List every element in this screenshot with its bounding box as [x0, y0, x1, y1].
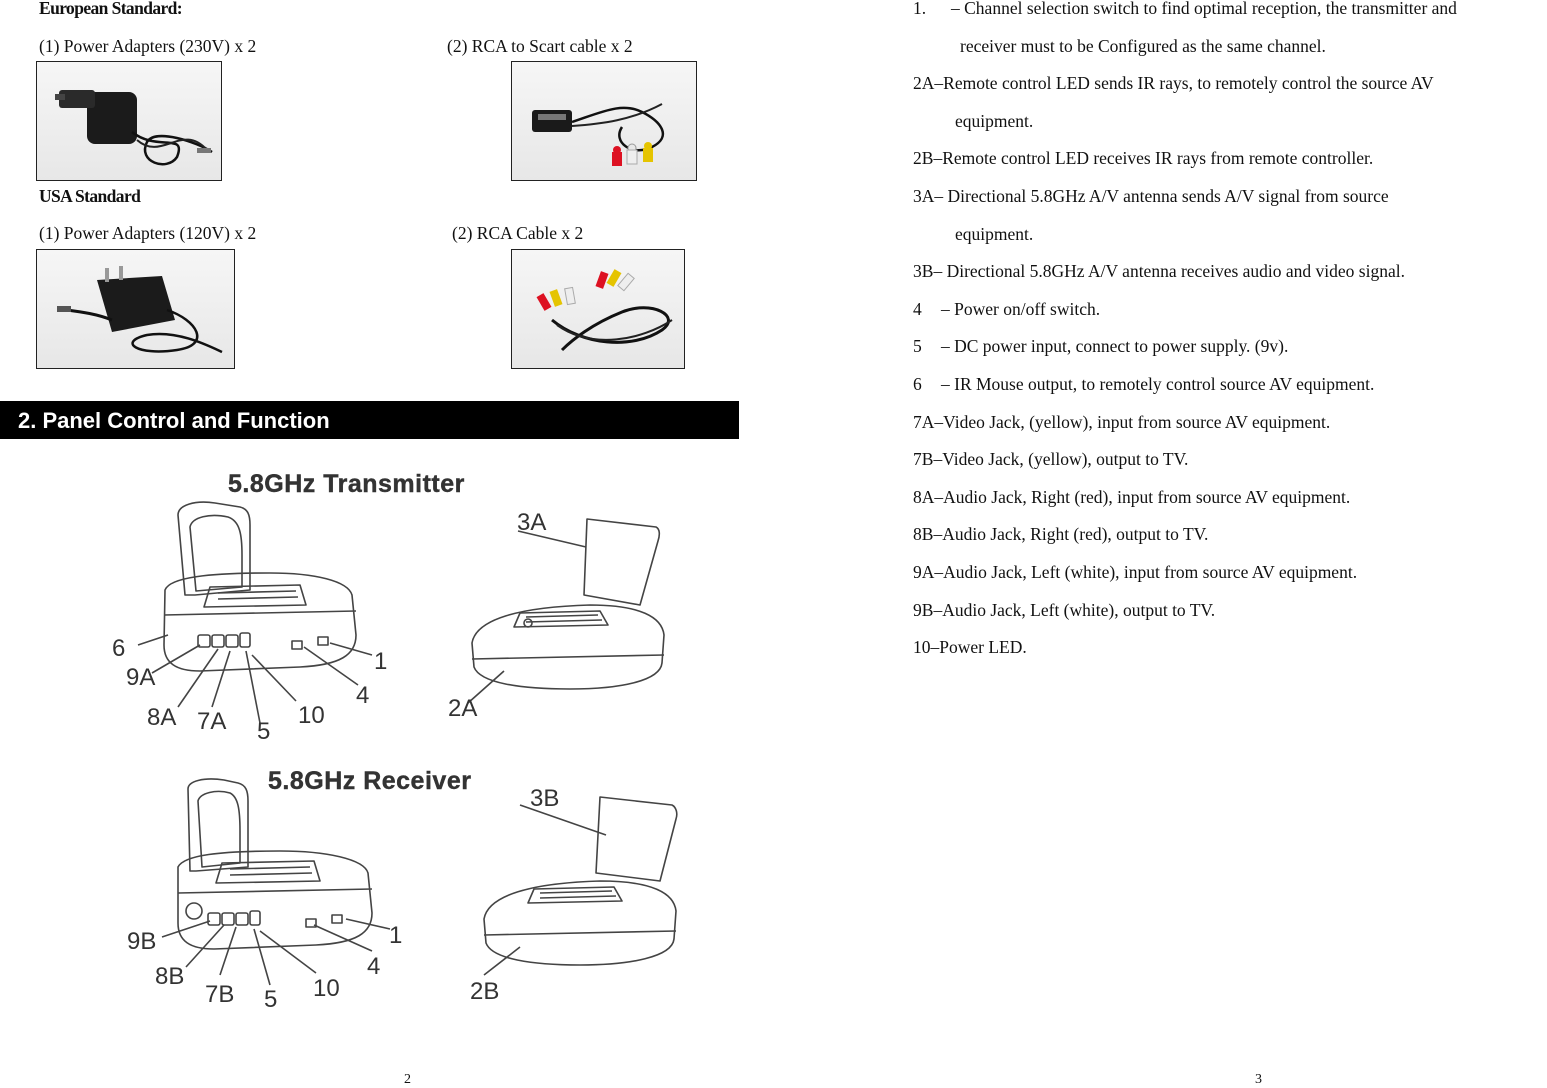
callout-2b: 2B: [470, 978, 500, 1005]
power-adapter-image: [37, 250, 234, 368]
callout-4-rx: 4: [367, 953, 381, 980]
function-item-number: 3A: [913, 186, 935, 206]
transmitter-title: 5.8GHz Transmitter: [228, 470, 465, 498]
function-item-text: –Audio Jack, Left (white), input from source AV equipment.: [934, 562, 1358, 582]
callout-5-rx: 5: [264, 986, 278, 1013]
function-item-text: –Video Jack, (yellow), output to TV.: [933, 449, 1189, 470]
function-item: [913, 73, 1434, 93]
function-item-text: –Remote control LED receives IR rays from remote controller.: [933, 148, 1374, 169]
eu-power-adapter-label: (1) Power Adapters (230V) x 2: [39, 36, 257, 56]
eu-scart-cable-label: (2) RCA to Scart cable x 2: [447, 36, 633, 56]
function-item-text: – DC power input, connect to power supply. (9v).: [941, 336, 1289, 357]
callout-1-tx: 1: [374, 648, 388, 675]
function-item-text: –Audio Jack, Right (red), output to TV.: [933, 524, 1209, 545]
function-item-continuation: equipment.: [955, 223, 1034, 244]
function-item: [913, 637, 1027, 657]
function-item-text: –Audio Jack, Right (red), input from source AV equipment.: [934, 486, 1351, 507]
function-item-number: 6: [913, 374, 922, 394]
rca-cable-photo: [511, 249, 685, 369]
rca-cable-image: [512, 250, 684, 368]
function-item-number: 3B: [913, 261, 934, 282]
callout-8a: 8A: [147, 704, 177, 731]
function-item-text: – IR Mouse output, to remotely control source AV equipment.: [941, 374, 1375, 394]
function-item-number: 1.: [913, 0, 927, 18]
us-power-adapter-label: (1) Power Adapters (120V) x 2: [39, 223, 257, 243]
rca-scart-cable-photo: [511, 61, 697, 181]
function-item-continuation: receiver must to be Configured as the same channel.: [960, 35, 1326, 56]
function-item-number: 10: [913, 637, 931, 658]
function-item-number: 7B: [913, 449, 934, 470]
callout-6: 6: [112, 635, 126, 662]
transmitter-diagram: [100, 495, 700, 755]
callout-3a: 3A: [517, 509, 547, 536]
function-item: [913, 299, 1100, 319]
callout-2a: 2A: [448, 695, 478, 722]
function-item-number: 9B: [913, 599, 934, 620]
european-standard-heading: European Standard:: [39, 0, 183, 18]
function-item: [913, 600, 1215, 620]
function-item-number: 4: [913, 298, 922, 319]
function-item-text: – Directional 5.8GHz A/V antenna sends A/V signal from source: [934, 186, 1389, 206]
callout-7a: 7A: [197, 708, 227, 735]
callout-8b: 8B: [155, 963, 185, 990]
callout-4-tx: 4: [356, 682, 370, 709]
function-item-text: –Audio Jack, Left (white), output to TV.: [933, 599, 1216, 620]
receiver-title: 5.8GHz Receiver: [268, 767, 472, 795]
function-item: [913, 487, 1350, 507]
function-item-number: 8A: [913, 486, 935, 507]
page-number-left: 2: [404, 1072, 411, 1087]
callout-5-tx: 5: [257, 718, 271, 745]
function-item: [913, 562, 1357, 582]
function-item: [913, 186, 1389, 206]
callout-10-rx: 10: [313, 975, 340, 1002]
function-item: [913, 0, 1457, 18]
section-heading-panel-control: 2. Panel Control and Function: [0, 401, 739, 439]
function-item-text: –Video Jack, (yellow), input from source AV equipment.: [934, 411, 1331, 432]
callout-3b: 3B: [530, 785, 560, 812]
callout-10-tx: 10: [298, 702, 325, 729]
eu-power-adapter-photo: [36, 61, 222, 181]
power-adapter-image: [37, 62, 221, 180]
page-number-right: 3: [1255, 1072, 1262, 1087]
us-rca-cable-label: (2) RCA Cable x 2: [452, 223, 584, 243]
function-item-number: 7A: [913, 411, 935, 432]
receiver-diagram: [100, 775, 700, 1025]
scart-cable-image: [512, 62, 696, 180]
function-item: [913, 148, 1373, 168]
function-item-continuation: equipment.: [955, 110, 1034, 131]
callout-7b: 7B: [205, 981, 235, 1008]
callout-1-rx: 1: [389, 922, 403, 949]
function-item: [913, 336, 1288, 356]
callout-9b: 9B: [127, 928, 157, 955]
function-item: [913, 524, 1208, 544]
usa-standard-heading: USA Standard: [39, 186, 141, 206]
function-item: [913, 261, 1405, 281]
function-item: [913, 449, 1188, 469]
us-power-adapter-photo: [36, 249, 235, 369]
function-item-number: 9A: [913, 562, 935, 582]
function-item-text: – Power on/off switch.: [941, 298, 1101, 319]
function-item-text: –Remote control LED sends IR rays, to remotely control the source AV: [934, 73, 1434, 94]
function-item-text: –Power LED.: [930, 637, 1027, 658]
function-item-number: 5: [913, 336, 922, 357]
function-item-number: 8B: [913, 524, 934, 545]
function-item-text: – Directional 5.8GHz A/V antenna receives audio and video signal.: [933, 261, 1405, 282]
function-item-text: – Channel selection switch to find optimal reception, the transmitter and: [951, 0, 1457, 18]
callout-9a: 9A: [126, 664, 156, 691]
function-item-number: 2A: [913, 73, 935, 94]
function-item: [913, 374, 1374, 394]
function-item-number: 2B: [913, 148, 934, 169]
function-item: [913, 412, 1330, 432]
